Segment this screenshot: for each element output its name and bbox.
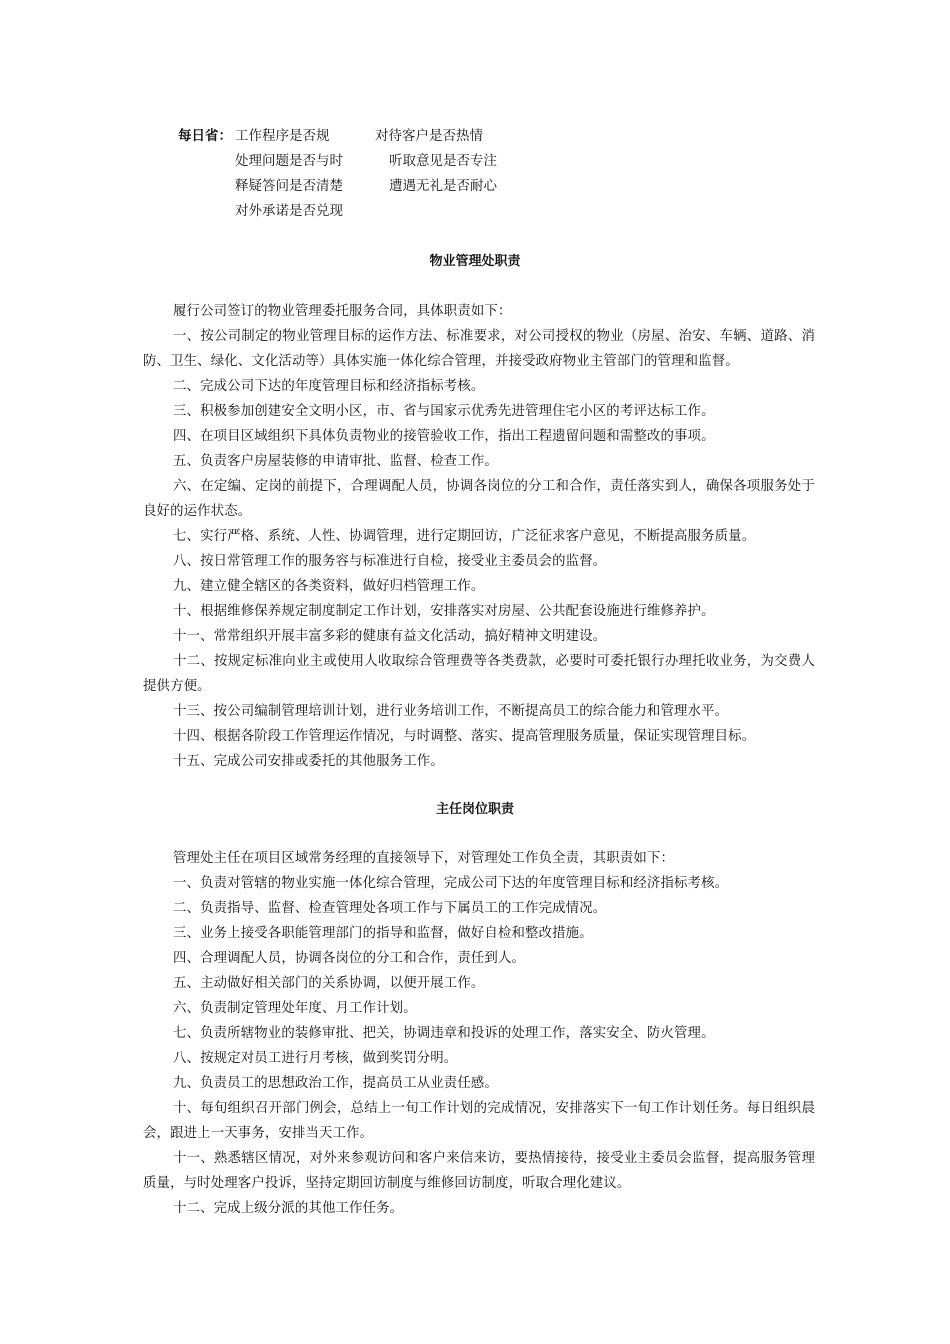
- paragraph: 六、在定编、定岗的前提下，合理调配人员，协调各岗位的分工和合作，责任落实到人，确保各项服务处于良好的运作状态。: [143, 479, 815, 519]
- paragraph: 十、每旬组织召开部门例会，总结上一旬工作计划的完成情况，安排落实下一旬工作计划任务。每日组织晨会，跟进上一天事务，安排当天工作。: [143, 1101, 815, 1141]
- paragraph: 十一、熟悉辖区情况，对外来参观访问和客户来信来访，要热情接待，接受业主委员会监督，提高服务管理质量，与时处理客户投诉，坚持定期回访制度与维修回访制度，听取合理化建议。: [143, 1151, 815, 1191]
- paragraph: 十二、按规定标准向业主或使用人收取综合管理费等各类费款，必要时可委托银行办理托收业务，为交费人提供方便。: [143, 654, 815, 694]
- section-title-director-duties: 主任岗位职责: [435, 802, 514, 817]
- paragraph: 三、积极参加创建安全文明小区，市、省与国家示优秀先进管理住宅小区的考评达标工作。: [173, 404, 715, 419]
- paragraph: 一、按公司制定的物业管理目标的运作方法、标准要求，对公司授权的物业（房屋、治安、车辆、道路、消防、卫生、绿化、文化活动等）具体实施一体化综合管理，并接受政府物业主管部门的管理和监督。: [143, 329, 815, 369]
- director-duties: [143, 846, 815, 1221]
- paragraph: 四、在项目区域组织下具体负责物业的接管验收工作，指出工程遗留问题和需整改的事项。: [173, 429, 715, 444]
- paragraph: 六、负责制定管理处年度、月工作计划。: [173, 1001, 417, 1016]
- paragraph: 十三、按公司编制管理培训计划，进行业务培训工作，不断提高员工的综合能力和管理水平。: [173, 704, 729, 719]
- paragraph: 三、业务上接受各职能管理部门的指导和监督，做好自检和整改措施。: [173, 926, 593, 941]
- paragraph: 二、完成公司下达的年度管理目标和经济指标考核。: [173, 379, 485, 394]
- paragraph: 十四、根据各阶段工作管理运作情况，与时调整、落实、提高管理服务质量，保证实现管理目标。: [173, 729, 756, 744]
- paragraph: 二、负责指导、监督、检查管理处各项工作与下属员工的工作完成情况。: [173, 901, 607, 916]
- paragraph: 九、负责员工的思想政治工作，提高员工从业责任感。: [173, 1076, 498, 1091]
- paragraph: 一、负责对管辖的物业实施一体化综合管理，完成公司下达的年度管理目标和经济指标考核。: [173, 876, 729, 891]
- paragraph: 七、实行严格、系统、人性、协调管理，进行定期回访，广泛征求客户意见，不断提高服务质量。: [173, 529, 756, 544]
- paragraph: 五、负责客户房屋装修的申请审批、监督、检查工作。: [173, 454, 498, 469]
- paragraph: 十五、完成公司安排或委托的其他服务工作。: [173, 754, 444, 769]
- paragraph: 十一、常常组织开展丰富多彩的健康有益文化活动，搞好精神文明建设。: [173, 629, 607, 644]
- paragraph: 七、负责所辖物业的装修审批、把关，协调违章和投诉的处理工作，落实安全、防火管理。: [173, 1026, 715, 1041]
- checklist-item: 处理问题是否与时: [235, 153, 343, 169]
- paragraph: 十二、完成上级分派的其他工作任务。: [173, 1201, 404, 1216]
- paragraph: 八、按规定对员工进行月考核，做到奖罚分明。: [173, 1051, 458, 1066]
- paragraph: 履行公司签订的物业管理委托服务合同，具体职责如下：: [173, 304, 512, 319]
- property-office-duties: [143, 299, 815, 774]
- checklist-item: 对待客户是否热情: [375, 128, 483, 144]
- paragraph: 八、按日常管理工作的服务容与标准进行自检，接受业主委员会的监督。: [173, 554, 607, 569]
- checklist-item: 对外承诺是否兑现: [235, 203, 343, 219]
- checklist-label-row: [178, 124, 232, 148]
- checklist-item: 遭遇无礼是否耐心: [389, 178, 497, 194]
- checklist-item: 释疑答问是否清楚: [235, 178, 343, 194]
- paragraph: 管理处主任在项目区域常务经理的直接领导下，对管理处工作负全责，其职责如下：: [173, 851, 675, 866]
- checklist-item: 听取意见是否专注: [389, 153, 497, 169]
- paragraph: 十、根据维修保养规定制度制定工作计划，安排落实对房屋、公共配套设施进行维修养护。: [173, 604, 715, 619]
- paragraph: 四、合理调配人员，协调各岗位的分工和合作，责任到人。: [173, 951, 526, 966]
- section-title-property-office: 物业管理处职责: [429, 254, 521, 269]
- checklist-item: 工作程序是否规: [235, 128, 330, 144]
- paragraph: 五、主动做好相关部门的关系协调，以便开展工作。: [173, 976, 485, 991]
- paragraph: 九、建立健全辖区的各类资料，做好归档管理工作。: [173, 579, 485, 594]
- checklist-label: 每日省：: [178, 128, 232, 144]
